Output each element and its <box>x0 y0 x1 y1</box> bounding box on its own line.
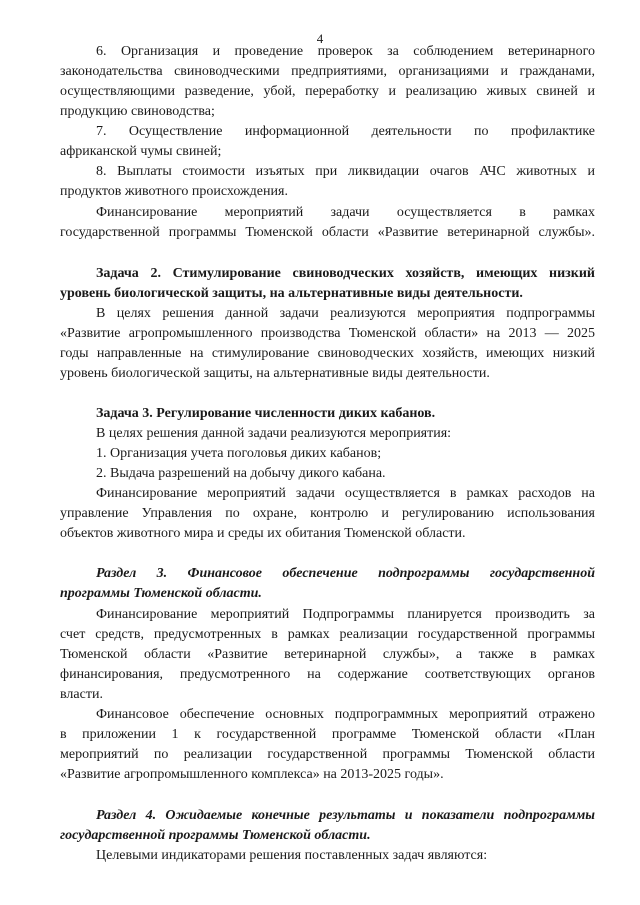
section-3-heading-line-1: Раздел 3. Финансовое обеспечение подпрограммы государственной <box>96 566 595 581</box>
task-3-financing-line-2: управление Управления по охране, контролю и регулированию использования <box>60 506 595 521</box>
section-3-paragraph-1-line-3: Тюменской области «Развитие ветеринарной службы», а также в рамках <box>60 647 595 662</box>
task-2-heading-line-2: уровень биологической защиты, на альтернативные виды деятельности. <box>60 286 523 301</box>
section-3-paragraph-2-line-3: мероприятий по реализации государственной программы Тюменской области <box>60 747 595 762</box>
section-4-paragraph-line-1: Целевыми индикаторами решения поставленных задач являются: <box>96 848 488 863</box>
section-4-heading-line-2: государственной программы Тюменской области. <box>60 828 371 843</box>
section-3-paragraph-1-line-5: власти. <box>60 687 103 702</box>
financing-paragraph-line-2: государственной программы Тюменской области «Развитие ветеринарной службы». <box>60 225 595 240</box>
task-3-financing-line-3: объектов животного мира и среды их обитания Тюменской области. <box>60 526 466 541</box>
task-3-intro: В целях решения данной задачи реализуются мероприятия: <box>96 426 452 441</box>
list-item-6-line-4: продукцию свиноводства; <box>60 104 215 119</box>
page-number: 4 <box>316 31 324 46</box>
list-item-7-line-1: 7. Осуществление информационной деятельности по профилактике <box>96 124 595 139</box>
task-2-paragraph-line-4: уровень биологической защиты, на альтернативные виды деятельности. <box>60 366 490 381</box>
list-item-8-line-2: продуктов животного происхождения. <box>60 184 288 199</box>
task-2-paragraph-line-3: годы направленные на стимулирование свиноводческих хозяйств, имеющих низкий <box>60 346 595 361</box>
task-3-financing-line-1: Финансирование мероприятий задачи осуществляется в рамках расходов на <box>96 486 595 501</box>
task-2-paragraph-line-2: «Развитие агропромышленного производства Тюменской области» на 2013 — 2025 <box>60 326 595 341</box>
section-3-paragraph-2-line-2: в приложении 1 к государственной программе Тюменской области «План <box>60 727 595 742</box>
section-3-paragraph-2-line-4: «Развитие агропромышленного комплекса» на 2013-2025 годы». <box>60 767 444 782</box>
task-3-item-1: 1. Организация учета поголовья диких кабанов; <box>96 446 382 461</box>
list-item-6-line-1: 6. Организация и проведение проверок за соблюдением ветеринарного <box>96 44 595 59</box>
section-3-paragraph-2-line-1: Финансовое обеспечение основных подпрограммных мероприятий отражено <box>96 707 595 722</box>
section-3-paragraph-1-line-1: Финансирование мероприятий Подпрограммы планируется производить за <box>96 607 595 622</box>
list-item-6-line-3: осуществляющими разведение, убой, переработку и реализацию живых свиней и <box>60 84 595 99</box>
task-2-heading-line-1: Задача 2. Стимулирование свиноводческих хозяйств, имеющих низкий <box>96 266 595 281</box>
list-item-8-line-1: 8. Выплаты стоимости изъятых при ликвидации очагов АЧС животных и <box>96 164 595 179</box>
section-3-heading-line-2: программы Тюменской области. <box>60 586 262 601</box>
section-4-heading-line-1: Раздел 4. Ожидаемые конечные результаты и показатели подпрограммы <box>96 808 595 823</box>
task-3-item-2: 2. Выдача разрешений на добычу дикого кабана. <box>96 466 386 481</box>
section-3-paragraph-1-line-2: счет средств, предусмотренных в рамках реализации государственной программы <box>60 627 595 642</box>
task-2-paragraph-line-1: В целях решения данной задачи реализуются мероприятия подпрограммы <box>96 306 595 321</box>
financing-paragraph-line-1: Финансирование мероприятий задачи осуществляется в рамках <box>96 205 595 220</box>
list-item-7-line-2: африканской чумы свиней; <box>60 144 222 159</box>
list-item-6-line-2: законодательства свиноводческими предприятиями, организациями и гражданами, <box>60 64 595 79</box>
section-3-paragraph-1-line-4: финансирования, предусмотренного на содержание соответствующих органов <box>60 667 595 682</box>
task-3-heading: Задача 3. Регулирование численности диких кабанов. <box>96 406 436 421</box>
